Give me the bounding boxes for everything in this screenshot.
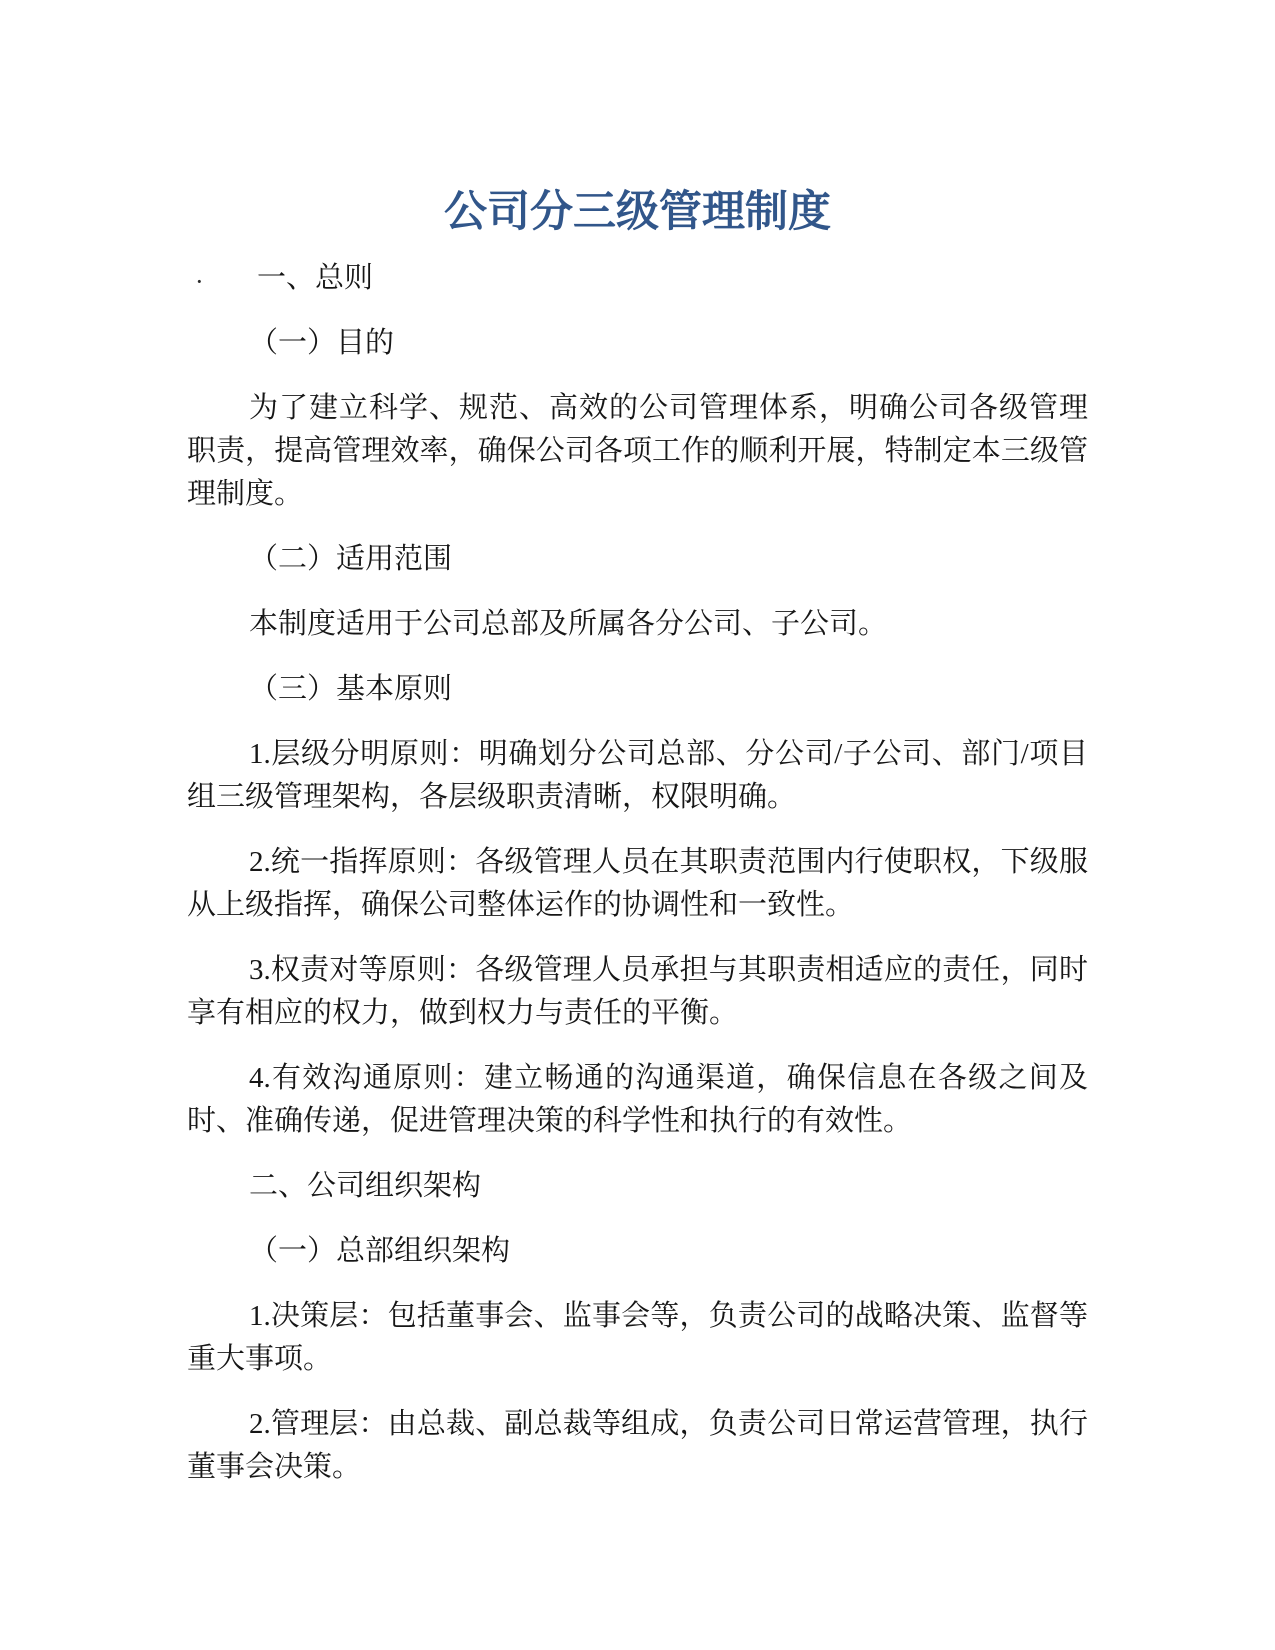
section-heading-1-label: 一、总则: [257, 262, 374, 294]
subsection-heading-purpose: （一）目的: [249, 327, 395, 359]
body-paragraph-principle-1: 1.层级分明原则：明确划分公司总部、分公司/子公司、部门/项目组三级管理架构，各层级职责清晰，权限明确。: [187, 738, 1088, 813]
document-title: 公司分三级管理制度: [444, 188, 831, 236]
section-heading-1: [187, 257, 1088, 300]
body-paragraph-purpose: 为了建立科学、规范、高效的公司管理体系，明确公司各级管理职责，提高管理效率，确保公司各项工作的顺利开展，特制定本三级管理制度。: [187, 392, 1088, 510]
subsection-heading-principles: （三）基本原则: [249, 673, 453, 705]
body-paragraph-management-layer: 2.管理层：由总裁、副总裁等组成，负责公司日常运营管理，执行董事会决策。: [187, 1408, 1088, 1483]
subsection-heading-hq-structure: （一）总部组织架构: [249, 1235, 511, 1267]
body-paragraph-scope: 本制度适用于公司总部及所属各分公司、子公司。: [249, 608, 888, 640]
section-heading-2: 二、公司组织架构: [249, 1170, 482, 1202]
list-bullet-icon: ·: [195, 267, 204, 296]
document-content: [187, 185, 1088, 1489]
body-paragraph-principle-2: 2.统一指挥原则：各级管理人员在其职责范围内行使职权，下级服从上级指挥，确保公司整体运作的协调性和一致性。: [187, 846, 1088, 921]
body-paragraph-principle-3: 3.权责对等原则：各级管理人员承担与其职责相适应的责任，同时享有相应的权力，做到权力与责任的平衡。: [187, 954, 1088, 1029]
body-paragraph-decision-layer: 1.决策层：包括董事会、监事会等，负责公司的战略决策、监督等重大事项。: [187, 1300, 1088, 1375]
subsection-heading-scope: （二）适用范围: [249, 543, 453, 575]
body-paragraph-principle-4: 4.有效沟通原则：建立畅通的沟通渠道，确保信息在各级之间及时、准确传递，促进管理决策的科学性和执行的有效性。: [187, 1062, 1088, 1137]
